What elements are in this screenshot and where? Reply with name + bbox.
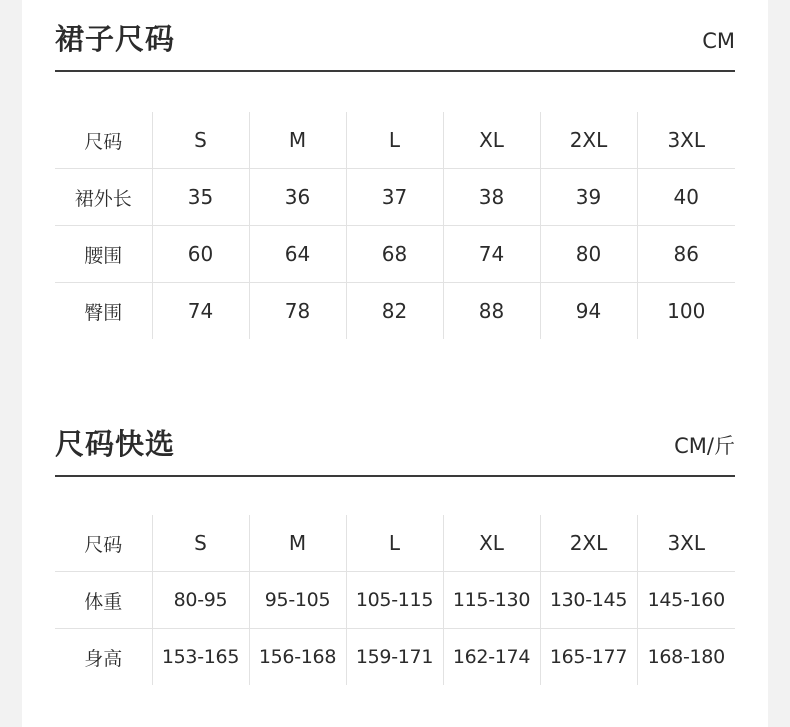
table-cell: 40 xyxy=(637,169,735,226)
table-cell: 78 xyxy=(249,283,346,340)
table-cell: 82 xyxy=(346,283,443,340)
table-cell: 159-171 xyxy=(346,629,443,686)
table-cell: 162-174 xyxy=(443,629,540,686)
section-title: 裙子尺码 xyxy=(55,22,176,56)
table-cell: 145-160 xyxy=(637,572,735,629)
table-row xyxy=(55,169,735,226)
table-cell: 60 xyxy=(152,226,249,283)
table-row xyxy=(55,226,735,283)
table-cell: 74 xyxy=(443,226,540,283)
row-label: 身高 xyxy=(55,629,152,686)
table-row xyxy=(55,283,735,340)
row-label: 臀围 xyxy=(55,283,152,340)
table-cell: 38 xyxy=(443,169,540,226)
row-label: 腰围 xyxy=(55,226,152,283)
table-cell: 68 xyxy=(346,226,443,283)
header-cell: 2XL xyxy=(540,112,637,169)
header-cell: 2XL xyxy=(540,515,637,572)
header-cell: M xyxy=(249,515,346,572)
table-cell: 80 xyxy=(540,226,637,283)
table-cell: 100 xyxy=(637,283,735,340)
header-cell: XL xyxy=(443,112,540,169)
table-cell: 86 xyxy=(637,226,735,283)
table-cell: 115-130 xyxy=(443,572,540,629)
skirt-size-table xyxy=(55,112,735,339)
header-cell: XL xyxy=(443,515,540,572)
header-cell: M xyxy=(249,112,346,169)
row-label: 体重 xyxy=(55,572,152,629)
header-cell: 尺码 xyxy=(55,515,152,572)
header-cell: 尺码 xyxy=(55,112,152,169)
table-cell: 37 xyxy=(346,169,443,226)
table-header-row xyxy=(55,112,735,169)
table-row xyxy=(55,572,735,629)
table-cell: 156-168 xyxy=(249,629,346,686)
section-header xyxy=(55,405,735,477)
table-header-row xyxy=(55,515,735,572)
table-row xyxy=(55,629,735,686)
quick-select-section xyxy=(55,405,735,670)
skirt-size-section xyxy=(55,0,735,324)
unit-label: CM xyxy=(702,29,735,53)
table-cell: 36 xyxy=(249,169,346,226)
table-cell: 130-145 xyxy=(540,572,637,629)
row-label: 裙外长 xyxy=(55,169,152,226)
header-cell: L xyxy=(346,112,443,169)
section-header xyxy=(55,0,735,72)
header-cell: 3XL xyxy=(667,531,706,555)
table-cell: 88 xyxy=(443,283,540,340)
table-cell: 153-165 xyxy=(152,629,249,686)
unit-label: CM/斤 xyxy=(674,434,735,458)
header-cell: S xyxy=(152,515,249,572)
table-cell: 95-105 xyxy=(249,572,346,629)
section-title: 尺码快选 xyxy=(55,427,176,461)
table-cell: 94 xyxy=(540,283,637,340)
size-chart-sheet xyxy=(22,0,768,727)
table-cell: 74 xyxy=(152,283,249,340)
table-cell: 165-177 xyxy=(540,629,637,686)
table-cell: 168-180 xyxy=(637,629,735,686)
table-cell: 39 xyxy=(540,169,637,226)
header-cell: 3XL xyxy=(667,128,706,152)
table-cell: 35 xyxy=(152,169,249,226)
table-cell: 80-95 xyxy=(152,572,249,629)
table-cell: 64 xyxy=(249,226,346,283)
table-cell: 105-115 xyxy=(346,572,443,629)
header-cell: S xyxy=(152,112,249,169)
header-cell: L xyxy=(346,515,443,572)
quick-select-table xyxy=(55,515,735,685)
